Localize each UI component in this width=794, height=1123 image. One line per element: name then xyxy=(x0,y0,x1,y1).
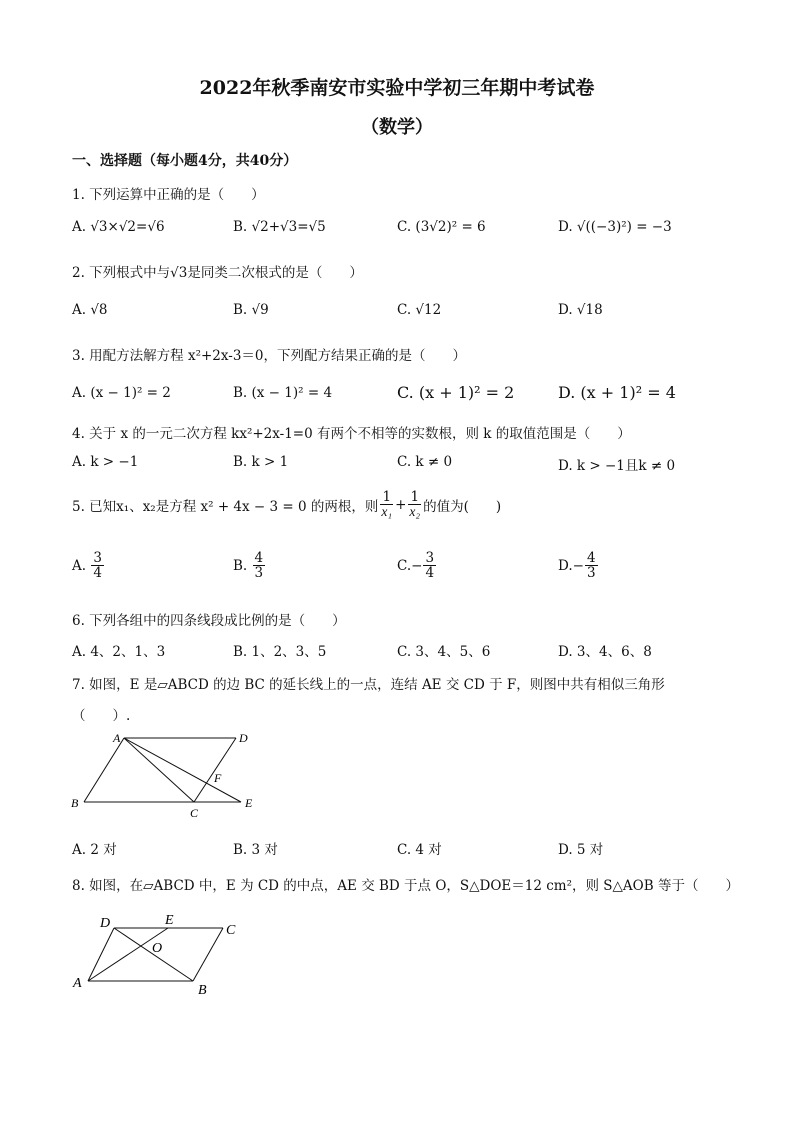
option-num: 4 xyxy=(586,550,596,566)
option-label: A. xyxy=(72,557,87,574)
question-7-option-d: D. 5 对 xyxy=(558,842,604,858)
label-b: B xyxy=(71,796,79,810)
option-fraction xyxy=(253,551,266,580)
edge-ae xyxy=(124,738,241,802)
question-7-figure xyxy=(66,728,266,823)
option-den: 3 xyxy=(586,565,596,582)
question-5-option-b xyxy=(233,551,266,580)
question-7-stem-cont: （ ）. xyxy=(72,708,131,724)
option-sign: − xyxy=(572,557,584,574)
section-heading: 一、选择题（每小题4分，共40分） xyxy=(72,153,298,169)
option-num: 4 xyxy=(254,550,264,566)
edge-dc xyxy=(194,738,236,802)
question-5-fraction-1-num: 1 xyxy=(382,489,392,505)
question-6-option-a: A. 4、2、1、3 xyxy=(72,644,166,660)
question-7-option-c: C. 4 对 xyxy=(397,842,442,858)
question-1-option-d: D. √((−3)²) = −3 xyxy=(558,219,672,235)
question-3-stem: 3. 用配方法解方程 x²+2x-3＝0，下列配方结果正确的是（ ） xyxy=(72,348,467,364)
question-2-option-d: D. √18 xyxy=(558,302,603,318)
option-fraction xyxy=(91,551,104,580)
question-3-option-b: B. (x − 1)² = 4 xyxy=(233,385,333,401)
question-1-stem: 1. 下列运算中正确的是（ ） xyxy=(72,187,265,203)
question-4-option-d: D. k > −1且k ≠ 0 xyxy=(558,458,676,474)
question-4-option-a: A. k > −1 xyxy=(72,454,139,470)
question-6-option-d: D. 3、4、6、8 xyxy=(558,644,652,660)
question-5-option-c xyxy=(397,551,437,580)
option-label: C. xyxy=(397,557,412,574)
question-8-stem: 8. 如图，在▱ABCD 中，E 为 CD 的中点，AE 交 BD 于点 O，S△DOE＝12 cm²，则 S△AOB 等于（ ） xyxy=(72,878,739,894)
option-fraction xyxy=(585,551,598,580)
question-5-fraction-2 xyxy=(407,490,422,519)
question-1-option-c: C. (3√2)² = 6 xyxy=(397,219,486,235)
question-5-plus: + xyxy=(395,496,407,513)
question-6-option-b: B. 1、2、3、5 xyxy=(233,644,327,660)
label-c: C xyxy=(226,923,236,938)
question-1-option-b: B. √2+√3=√5 xyxy=(233,219,326,235)
edge-da xyxy=(88,928,114,981)
question-6-option-c: C. 3、4、5、6 xyxy=(397,644,491,660)
question-1-option-a: A. √3×√2=√6 xyxy=(72,219,165,235)
question-3-option-a: A. (x − 1)² = 2 xyxy=(72,385,171,401)
label-d: D xyxy=(100,916,111,931)
question-3-option-d: D. (x + 1)² = 4 xyxy=(558,383,676,402)
label-b: B xyxy=(198,983,207,998)
question-7-stem: 7. 如图，E 是▱ABCD 的边 BC 的延长线上的一点，连结 AE 交 CD 于 F，则图中共有相似三角形 xyxy=(72,677,665,693)
option-sign: − xyxy=(411,557,423,574)
question-4-stem: 4. 关于 x 的一元二次方程 kx²+2x-1=0 有两个不相等的实数根，则 k 的取值范围是（ ） xyxy=(72,426,631,442)
question-5-fraction-2-num: 1 xyxy=(410,489,420,505)
question-7-option-a: A. 2 对 xyxy=(72,842,117,858)
question-5-stem xyxy=(72,490,501,519)
question-5-stem-prefix: 5. 已知x₁、x₂是方程 x² + 4x − 3 = 0 的两根，则 xyxy=(72,498,379,515)
question-5-option-a xyxy=(72,551,105,580)
label-c: C xyxy=(190,806,199,820)
question-2-option-a: A. √8 xyxy=(72,302,108,318)
question-5-option-d xyxy=(558,551,599,580)
question-5-fraction-1-den: x₁ xyxy=(381,504,393,520)
label-d: D xyxy=(239,731,248,745)
question-5-stem-suffix: 的值为( ) xyxy=(423,498,502,515)
question-8-figure xyxy=(68,908,248,1000)
option-den: 4 xyxy=(93,565,102,582)
option-label: B. xyxy=(233,557,248,574)
question-2-option-c: C. √12 xyxy=(397,302,442,318)
page-title: 2022年秋季南安市实验中学初三年期中考试卷 xyxy=(199,77,595,99)
option-num: 3 xyxy=(425,550,435,566)
label-e: E xyxy=(245,796,253,810)
label-f: F xyxy=(214,771,222,785)
option-den: 3 xyxy=(254,565,264,582)
option-den: 4 xyxy=(425,565,435,582)
question-5-fraction-2-den: x₂ xyxy=(409,504,421,520)
label-o: O xyxy=(152,941,163,956)
option-label: D. xyxy=(558,557,573,574)
option-fraction xyxy=(423,551,436,580)
label-a: A xyxy=(113,731,121,745)
edge-cb xyxy=(193,928,223,981)
subject-title: （数学） xyxy=(361,117,433,138)
label-a: A xyxy=(73,976,82,991)
question-4-option-b: B. k > 1 xyxy=(233,454,289,470)
edge-ab xyxy=(84,738,124,802)
question-2-stem: 2. 下列根式中与√3是同类二次根式的是（ ） xyxy=(72,265,363,281)
question-7-option-b: B. 3 对 xyxy=(233,842,278,858)
label-e: E xyxy=(165,913,174,928)
option-num: 3 xyxy=(93,550,102,566)
question-4-option-c: C. k ≠ 0 xyxy=(397,454,453,470)
question-2-option-b: B. √9 xyxy=(233,302,269,318)
question-5-fraction-1 xyxy=(379,490,394,519)
question-3-option-c: C. (x + 1)² = 2 xyxy=(397,383,515,402)
question-6-stem: 6. 下列各组中的四条线段成比例的是（ ） xyxy=(72,613,346,629)
